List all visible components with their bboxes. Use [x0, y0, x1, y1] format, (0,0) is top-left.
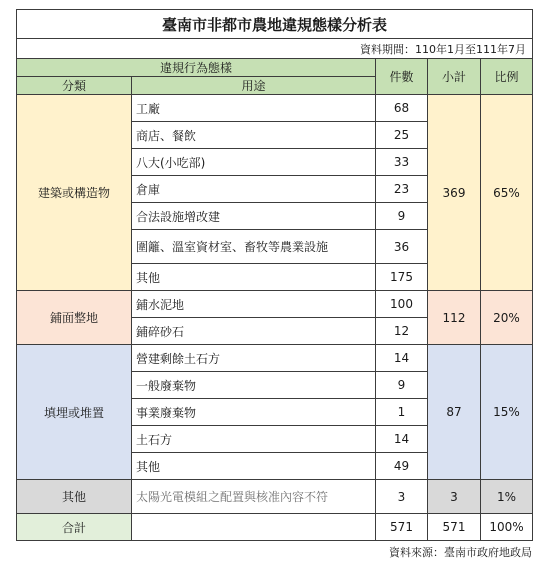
count-cell: 25 [376, 122, 428, 149]
count-cell: 3 [376, 480, 428, 514]
usage-cell: 八大(小吃部) [132, 149, 376, 176]
title-row [17, 10, 533, 39]
count-cell: 9 [376, 372, 428, 399]
table-row [17, 480, 533, 514]
header-row [17, 59, 533, 77]
count-cell: 175 [376, 264, 428, 291]
subtotal-paving: 112 [428, 291, 481, 345]
analysis-sheet [16, 9, 532, 559]
total-count: 571 [376, 514, 428, 541]
count-cell: 68 [376, 95, 428, 122]
count-cell: 33 [376, 149, 428, 176]
category-landfill: 填埋或堆置 [17, 345, 132, 480]
count-cell: 36 [376, 230, 428, 264]
header-usage: 用途 [132, 77, 376, 95]
table-row [17, 345, 533, 372]
violation-table [16, 9, 533, 541]
usage-cell: 土石方 [132, 426, 376, 453]
data-source: 資料來源：臺南市政府地政局 [389, 546, 532, 559]
usage-cell: 鋪水泥地 [132, 291, 376, 318]
usage-cell: 營建剩餘土石方 [132, 345, 376, 372]
ratio-building: 65% [481, 95, 533, 291]
subtotal-other: 3 [428, 480, 481, 514]
count-cell: 14 [376, 345, 428, 372]
category-other: 其他 [17, 480, 132, 514]
count-cell: 49 [376, 453, 428, 480]
total-usage-empty [132, 514, 376, 541]
usage-cell: 其他 [132, 264, 376, 291]
table-row [17, 291, 533, 318]
table-row [17, 95, 533, 122]
header-category: 分類 [17, 77, 132, 95]
usage-cell: 倉庫 [132, 176, 376, 203]
category-paving: 鋪面整地 [17, 291, 132, 345]
count-cell: 9 [376, 203, 428, 230]
usage-cell: 商店、餐飲 [132, 122, 376, 149]
ratio-landfill: 15% [481, 345, 533, 480]
usage-cell: 其他 [132, 453, 376, 480]
usage-cell: 合法設施增改建 [132, 203, 376, 230]
total-ratio: 100% [481, 514, 533, 541]
count-cell: 100 [376, 291, 428, 318]
usage-cell: 工廠 [132, 95, 376, 122]
usage-cell: 事業廢棄物 [132, 399, 376, 426]
category-building: 建築或構造物 [17, 95, 132, 291]
count-cell: 1 [376, 399, 428, 426]
header-subtotal: 小計 [428, 59, 481, 95]
total-subtotal: 571 [428, 514, 481, 541]
header-count: 件數 [376, 59, 428, 95]
total-label: 合計 [17, 514, 132, 541]
count-cell: 12 [376, 318, 428, 345]
ratio-other: 1% [481, 480, 533, 514]
header-ratio: 比例 [481, 59, 533, 95]
usage-cell: 鋪碎砂石 [132, 318, 376, 345]
table-title: 臺南市非都市農地違規態樣分析表 [17, 10, 533, 39]
header-group: 違規行為態樣 [17, 59, 376, 77]
count-cell: 14 [376, 426, 428, 453]
count-cell: 23 [376, 176, 428, 203]
usage-cell: 圍籬、溫室資材室、畜牧等農業設施 [132, 230, 376, 264]
usage-cell: 太陽光電模組之配置與核准內容不符 [132, 480, 376, 514]
usage-cell: 一般廢棄物 [132, 372, 376, 399]
subtotal-building: 369 [428, 95, 481, 291]
subtotal-landfill: 87 [428, 345, 481, 480]
total-row [17, 514, 533, 541]
period-row [17, 39, 533, 59]
ratio-paving: 20% [481, 291, 533, 345]
data-period: 資料期間：110年1月至111年7月 [17, 39, 533, 59]
